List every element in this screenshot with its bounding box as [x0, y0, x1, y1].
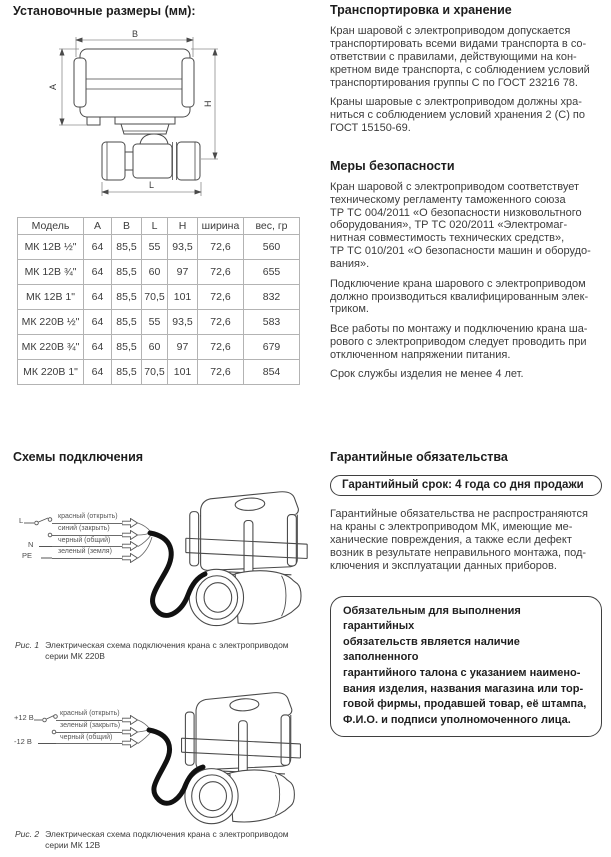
table-row: [18, 285, 300, 310]
wire-row-red: красный (открыть): [12, 711, 142, 723]
wire-line: [52, 546, 122, 547]
col-header-a: А: [84, 218, 112, 235]
valve-illustration: [186, 492, 307, 626]
table-cell: 85,5: [112, 335, 142, 360]
svg-text:L: L: [149, 180, 155, 190]
warranty-note-box: Обязательным для выполнения гарантийных обязательств является наличие заполненного гарантийного талона с указанием наимено- вания изделия, названия магазина или тор- говой фирмы, продавшей товар, её штампа, Ф.И.О. и подписи уполномоченного лица.: [330, 596, 602, 738]
terminal-label-PE: PE: [22, 551, 33, 560]
table-cell: 72,6: [198, 235, 244, 260]
table-cell: 679: [244, 335, 300, 360]
wiring-overlay-fig1: [12, 485, 322, 643]
valve-body-outline: [102, 134, 200, 180]
table-cell: 655: [244, 260, 300, 285]
wire-line: [52, 523, 122, 524]
table-cell: 97: [168, 335, 198, 360]
table-cell: МК 220В 1": [18, 360, 84, 385]
actuator-outline: [74, 49, 194, 125]
table-cell: 70,5: [142, 360, 168, 385]
terminal-label-L: L: [19, 516, 24, 525]
svg-text:B: B: [132, 29, 139, 39]
safety-paragraph: Кран шаровой с электроприводом соответствует техническому регламенту таможенного союза ТР ТС 004/2011 «О безопасности низковольтного оборудования», ТР ТС 020/2011 «Электромаг- нитная совместимость технических средств», ТР ТС 010/201 «О безопасности машин и оборудо- вания».: [330, 180, 591, 271]
svg-text:A: A: [48, 83, 58, 90]
transport-paragraph: Краны шаровые с электроприводом должны хра- ниться с соблюдением условий хранения 2 (С) по ГОСТ 15150-69.: [330, 96, 585, 134]
wire-row-blue: синий (закрыть): [12, 526, 142, 538]
table-cell: 85,5: [112, 285, 142, 310]
wire-line: [52, 535, 122, 536]
wire-line: [56, 720, 122, 721]
table-cell: 64: [84, 310, 112, 335]
table-cell: 832: [244, 285, 300, 310]
table-cell: 93,5: [168, 310, 198, 335]
table-cell: 93,5: [168, 235, 198, 260]
table-cell: 583: [244, 310, 300, 335]
table-cell: МК 12В ¾": [18, 260, 84, 285]
table-cell: 55: [142, 310, 168, 335]
table-cell: 72,6: [198, 260, 244, 285]
col-header-l: L: [142, 218, 168, 235]
terminal-label-minus12v: -12 В: [14, 736, 32, 746]
terminal-label-N: N: [28, 539, 34, 549]
wire-row-green: зеленый (земля): [12, 549, 142, 561]
wiring-overlay-fig2: [12, 688, 322, 830]
table-row: [18, 360, 300, 385]
valve-illustration: [182, 693, 301, 824]
dimension-drawing: [15, 27, 295, 215]
warranty-section: [330, 450, 602, 737]
table-cell: 70,5: [142, 285, 168, 310]
safety-paragraph: Подключение крана шарового с электроприводом должно производиться квалифицированным элек- триком.: [330, 277, 589, 316]
table-cell: 72,6: [198, 335, 244, 360]
table-cell: 101: [168, 360, 198, 385]
col-header-model: Модель: [18, 218, 84, 235]
table-row: [18, 310, 300, 335]
table-cell: МК 12В 1": [18, 285, 84, 310]
transport-heading: Транспортировка и хранение: [330, 3, 512, 17]
table-row: [18, 335, 300, 360]
table-cell: 64: [84, 360, 112, 385]
wiring-diagram-mk220v: [12, 485, 322, 643]
table-cell: 72,6: [198, 360, 244, 385]
table-cell: 97: [168, 260, 198, 285]
table-row: [18, 260, 300, 285]
wire-line: [56, 743, 122, 744]
table-cell: 64: [84, 235, 112, 260]
dimensions-table: [17, 217, 300, 385]
table-cell: 85,5: [112, 360, 142, 385]
warranty-term-box: Гарантийный срок: 4 года со дня продажи: [330, 475, 602, 496]
col-header-b: В: [112, 218, 142, 235]
col-header-h: Н: [168, 218, 198, 235]
safety-paragraph: Все работы по монтажу и подключению крана ша- рового с электроприводом следует проводить при отключенном напряжении питания.: [330, 322, 588, 361]
wiring-diagram-mk12v: [12, 688, 322, 830]
wire-line: [56, 732, 122, 733]
figure1-caption: Рис. 1 Электрическая схема подключения крана с электроприводом серии МК 220В: [15, 640, 289, 661]
wire-row-green: зеленый (закрыть): [12, 723, 142, 735]
installation-dimensions-heading: Установочные размеры (мм):: [13, 4, 196, 18]
table-header-row: [18, 218, 300, 235]
col-header-width: ширина: [198, 218, 244, 235]
connector-arrow-icon: [122, 553, 138, 563]
wire-row-black: черный (общий): [12, 538, 142, 550]
table-cell: 64: [84, 335, 112, 360]
figure2-caption: Рис. 2 Электрическая схема подключения крана с электроприводом серии МК 12В: [15, 829, 289, 850]
table-cell: 101: [168, 285, 198, 310]
wire-row-red: красный (открыть): [12, 514, 142, 526]
valve-stem-outline: [115, 117, 175, 134]
table-cell: 854: [244, 360, 300, 385]
safety-heading: Меры безопасности: [330, 158, 455, 173]
table-cell: МК 220В ¾": [18, 335, 84, 360]
wiring-schemes-heading: Схемы подключения: [13, 450, 144, 464]
svg-text:H: H: [203, 100, 213, 107]
table-cell: 64: [84, 260, 112, 285]
table-cell: 85,5: [112, 310, 142, 335]
connector-arrow-icon: [122, 738, 138, 748]
transport-paragraph: Кран шаровой с электроприводом допускается транспортировать всеми видами транспорта в со- ответствии с правилами, действующими на кон- кретном виде транспорта, с соблюдением условий транспортирования группы С по ГОСТ 23216 78.: [330, 25, 590, 89]
terminal-label-plus12v: +12 В: [14, 713, 34, 722]
table-cell: 85,5: [112, 235, 142, 260]
table-cell: 55: [142, 235, 168, 260]
table-cell: 60: [142, 335, 168, 360]
table-cell: 60: [142, 260, 168, 285]
table-cell: МК 220В ½": [18, 310, 84, 335]
col-header-weight: вес, гр: [244, 218, 300, 235]
table-cell: 72,6: [198, 285, 244, 310]
table-cell: 560: [244, 235, 300, 260]
warranty-heading: Гарантийные обязательства: [330, 450, 508, 464]
warranty-paragraph: Гарантийные обязательства не распространяются на краны с электроприводом МК, имеющие ме- ханические повреждения, а также если дефект возник в результате неправильного монтажа, под- ключения и эксплуатации данных приборов.: [330, 508, 588, 572]
table-cell: 85,5: [112, 260, 142, 285]
wire-row-black: черный (общий): [12, 735, 142, 747]
dimension-l: [102, 180, 201, 196]
table-cell: 64: [84, 285, 112, 310]
table-row: [18, 235, 300, 260]
transport-and-safety-section: [330, 3, 608, 387]
wire-line: [52, 558, 122, 559]
table-cell: МК 12В ½": [18, 235, 84, 260]
table-cell: 72,6: [198, 310, 244, 335]
safety-paragraph: Срок службы изделия не менее 4 лет.: [330, 368, 524, 381]
